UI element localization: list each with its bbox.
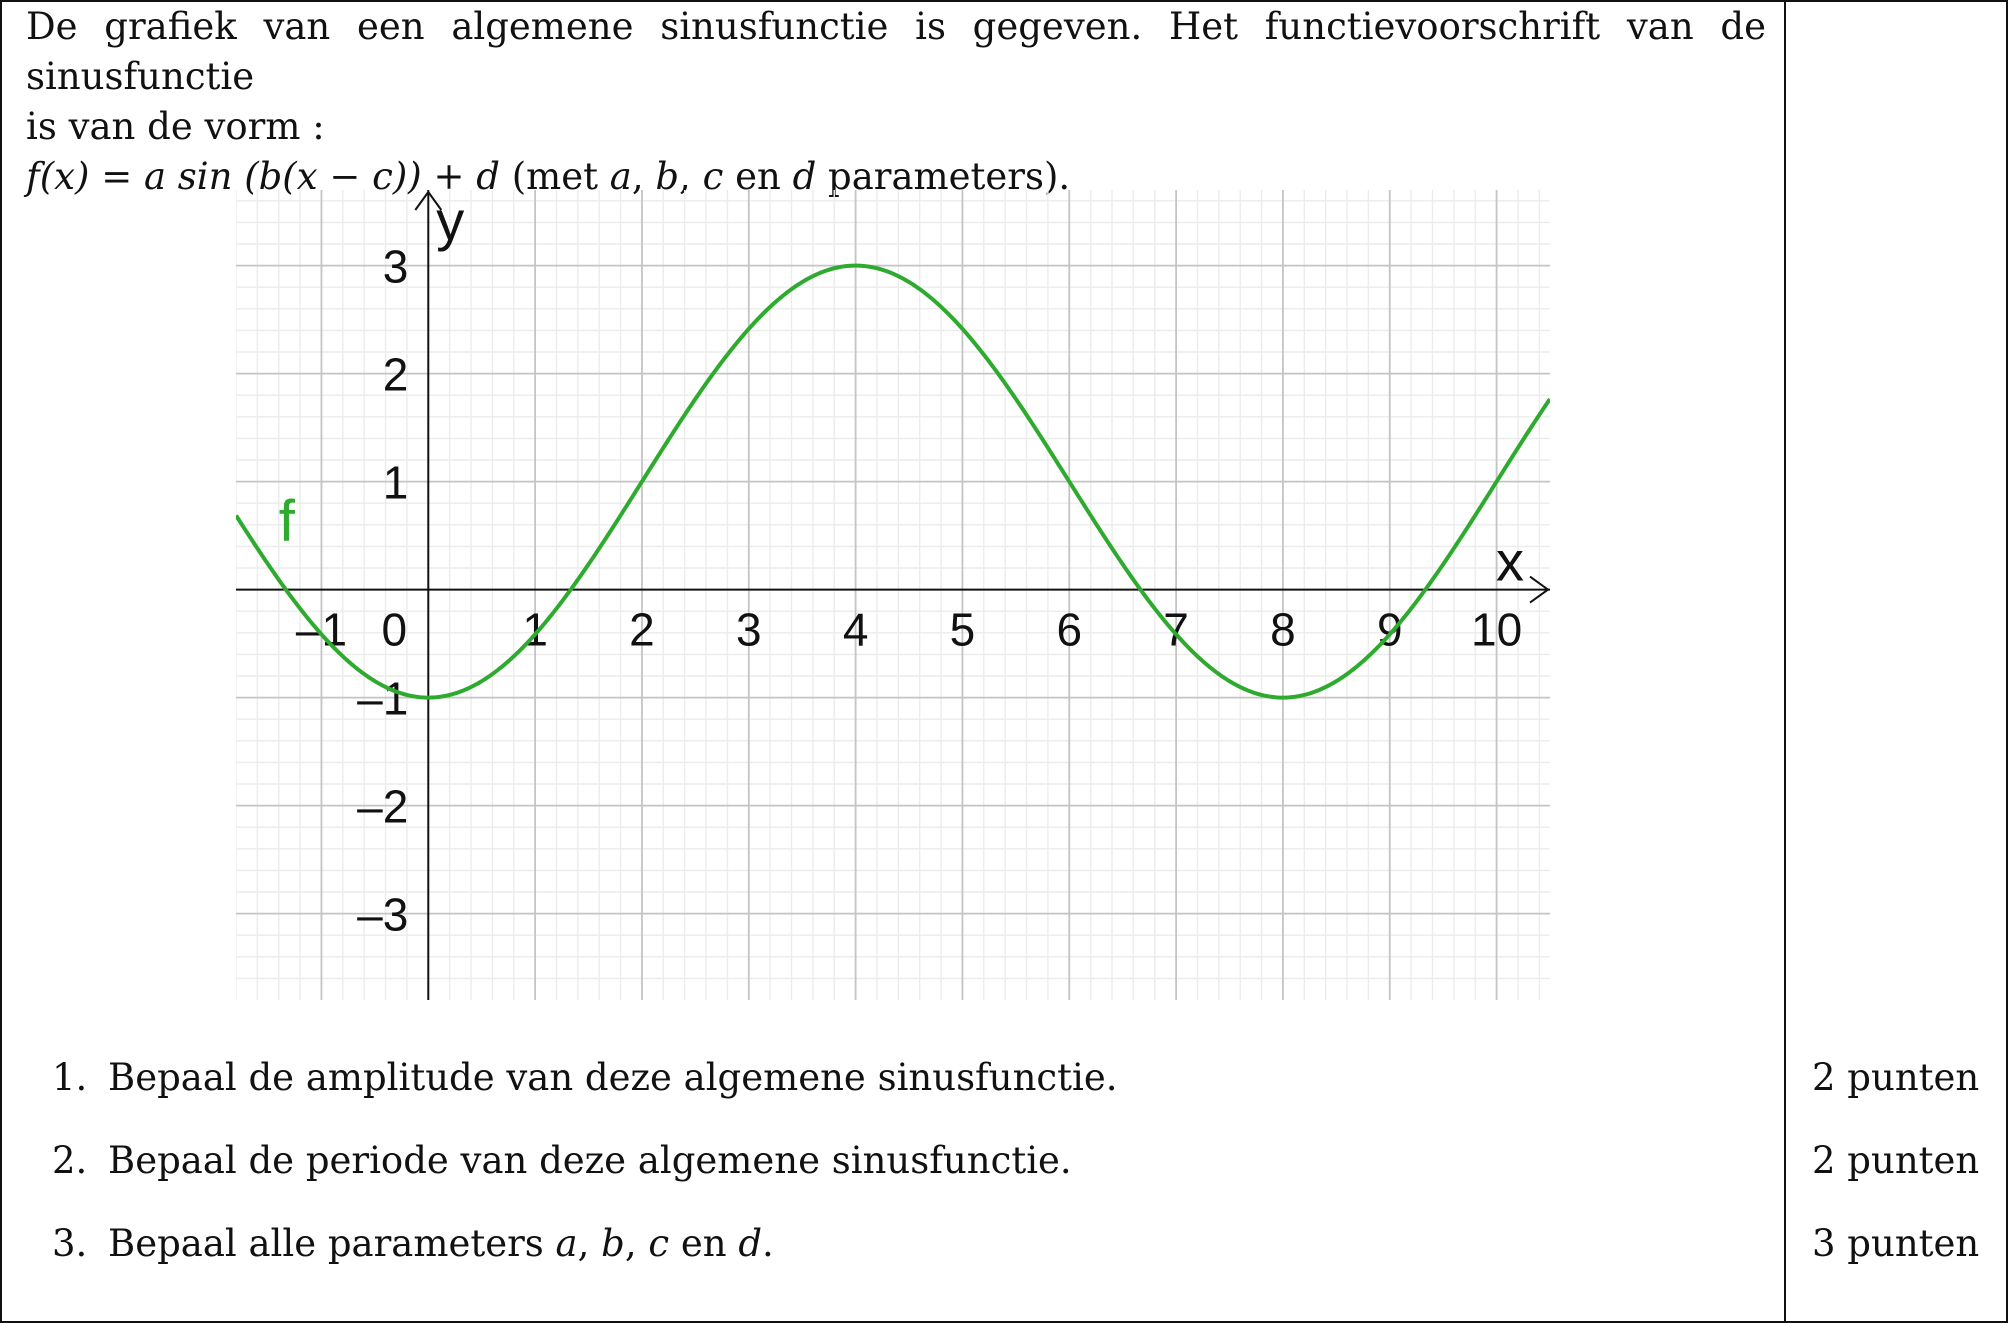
question-text: Bepaal alle parameters a, b, c en d.	[108, 1222, 774, 1265]
y-tick-label: –1	[357, 672, 409, 725]
points-column-divider	[1784, 0, 1786, 1323]
question-text: Bepaal de amplitude van deze algemene sinusfunctie.	[108, 1056, 1118, 1099]
x-tick-label: 7	[1163, 603, 1189, 656]
question-3	[0, 1222, 1784, 1274]
question-3-prefix: Bepaal alle parameters	[108, 1222, 544, 1265]
question-number: 1.	[52, 1056, 88, 1099]
y-tick-label: –3	[357, 888, 409, 941]
param-c: c	[702, 155, 724, 198]
question-3-points: 3 punten	[1812, 1222, 1980, 1265]
param-d: d	[738, 1222, 763, 1265]
question-text: Bepaal de periode van deze algemene sinusfunctie.	[108, 1139, 1072, 1182]
x-tick-label: 1	[522, 603, 548, 656]
x-axis-label: x	[1496, 529, 1524, 593]
question-1-points: 2 punten	[1812, 1056, 1980, 1099]
x-tick-label: –1	[295, 603, 348, 656]
formula: f(x) = a sin (b(x − c)) + d	[26, 155, 500, 198]
y-tick-label: 2	[382, 348, 409, 401]
x-tick-label: 6	[1056, 603, 1083, 656]
x-tick-label: 0	[381, 603, 408, 656]
question-number: 2.	[52, 1139, 88, 1182]
word-en: en	[680, 1222, 727, 1265]
sine-graph	[236, 190, 1550, 1000]
x-tick-label: 2	[629, 603, 655, 656]
formula-note-open: (met	[511, 155, 598, 198]
x-tick-label: 4	[842, 603, 869, 656]
x-tick-label: 8	[1270, 603, 1296, 656]
question-number: 3.	[52, 1222, 88, 1265]
x-tick-label: 3	[735, 603, 762, 656]
param-a: a	[555, 1222, 578, 1265]
x-tick-label: 5	[949, 603, 976, 656]
intro-formula-line: f(x) = a sin (b(x − c)) + d (met a, b, c en d parameters).	[26, 155, 1071, 198]
y-axis-label: y	[436, 190, 465, 252]
intro-line-1: De grafiek van een algemene sinusfunctie is gegeven. Het functievoorschrift van de sinusfunctie	[26, 5, 1766, 98]
x-tick-label: 10	[1470, 603, 1523, 656]
question-1	[0, 1056, 1784, 1108]
param-b: b	[601, 1222, 625, 1265]
question-2	[0, 1139, 1784, 1191]
question-2-points: 2 punten	[1812, 1139, 1980, 1182]
param-a: a	[609, 155, 632, 198]
function-label: f	[278, 489, 295, 554]
exercise-intro	[26, 2, 1766, 202]
y-tick-label: 1	[382, 456, 409, 509]
param-c: c	[648, 1222, 670, 1265]
x-tick-label: 9	[1376, 603, 1403, 656]
intro-line-2: is van de vorm :	[26, 105, 325, 148]
y-tick-label: –2	[357, 780, 409, 833]
y-tick-label: 3	[382, 240, 409, 293]
param-b: b	[655, 155, 680, 198]
formula-note-close: parameters).	[828, 155, 1071, 198]
param-d: d	[792, 155, 817, 198]
word-en: en	[735, 155, 781, 198]
